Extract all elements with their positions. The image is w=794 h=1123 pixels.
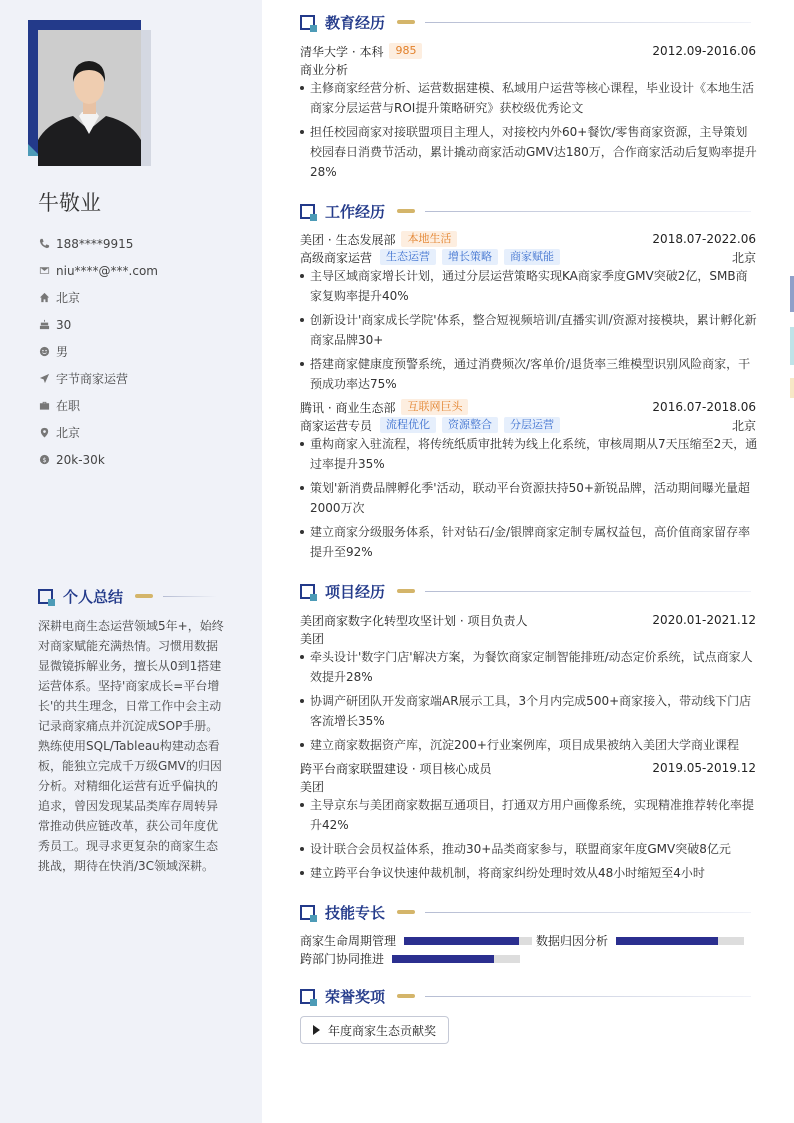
contact-text: 字节商家运营 <box>56 372 129 386</box>
skill-name: 跨部门协同推进 <box>300 952 385 966</box>
send-icon <box>38 373 50 385</box>
section-icon <box>300 905 315 920</box>
company-tag: 互联网巨头 <box>401 399 468 415</box>
company-tag: 本地生活 <box>401 231 457 247</box>
job-date: 2016.07-2018.06 <box>652 400 756 414</box>
sidebar <box>0 0 262 1123</box>
section-icon <box>300 204 315 219</box>
email-icon <box>38 265 50 277</box>
list-item: 创新设计'商家成长学院'体系，整合短视频培训/直播实训/资源对接模块，累计孵化新商家品牌30+ <box>300 310 758 350</box>
job-role: 商家运营专员 <box>300 418 373 433</box>
skill-level <box>404 937 519 945</box>
list-item: 搭建商家健康度预警系统，通过消费频次/客单价/退货率三维模型识别风险商家，干预成功率达75% <box>300 354 758 394</box>
award-item[interactable] <box>300 1016 449 1044</box>
section-divider <box>163 596 217 597</box>
section-divider <box>425 211 751 212</box>
contact-text: 20k-30k <box>56 452 105 467</box>
section-icon <box>300 584 315 599</box>
summary-text: 深耕电商生态运营领域5年+，始终对商家赋能充满热情。习惯用数据显微镜拆解业务，擅长从0到1搭建运营体系。坚持'商家成长=平台增长'的共生理念，日常工作中会主动记录商家痛点并沉淀成SOP手册。熟练使用SQL/Tableau构建动态看板，能独立完成千万级GMV的归因分析。对精细化运营有近乎偏执的追求，曾因发现某品类库存周转异常推动供应链改革，获公司年度优秀员工。现寻求更复杂的商家生态挑战，期待在快消/3C领域深耕。 <box>38 619 224 873</box>
section-divider <box>425 22 751 23</box>
section-icon <box>300 989 315 1004</box>
project-date: 2019.05-2019.12 <box>652 761 756 775</box>
job-company: 腾讯 · 商业生态部 <box>300 400 396 415</box>
contact-text: 在职 <box>56 399 81 413</box>
section-title: 教育经历 <box>325 13 386 32</box>
project-org: 美团 <box>300 779 325 794</box>
list-item: 建立商家数据资产库，沉淀200+行业案例库，项目成果被纳入美团大学商业课程 <box>300 735 758 755</box>
section-divider <box>425 591 751 592</box>
job-city: 北京 <box>731 250 756 265</box>
education-major-row <box>300 60 756 78</box>
location-icon <box>38 427 50 439</box>
avatar <box>38 30 151 166</box>
section-title: 项目经历 <box>325 582 386 601</box>
list-item: 担任校园商家对接联盟项目主理人，对接校内外60+餐饮/零售商家资源，主导策划校园春日消费节活动，累计撬动商家活动GMV达180万，合作商家活动后复购率提升28% <box>300 122 758 182</box>
section-header-education <box>300 11 751 33</box>
contact-text: 北京 <box>56 426 81 440</box>
job-role-row <box>300 248 756 266</box>
section-accent <box>397 910 415 914</box>
school-tag: 985 <box>389 43 422 59</box>
section-header-work <box>300 200 751 222</box>
project-name: 跨平台商家联盟建设 · 项目核心成员 <box>300 761 492 776</box>
contact-salary <box>38 446 158 473</box>
role-tag: 商家赋能 <box>504 249 560 265</box>
section-icon <box>38 589 53 604</box>
project-bullets <box>300 647 758 759</box>
salary-icon <box>38 454 50 466</box>
section-accent <box>397 209 415 213</box>
role-tag: 分层运营 <box>504 417 560 433</box>
contact-email <box>38 257 158 284</box>
role-tag: 流程优化 <box>380 417 436 433</box>
list-item: 主修商家经营分析、运营数据建模、私域用户运营等核心课程，毕业设计《本地生活商家分层运营与ROI提升策略研究》获校级优秀论文 <box>300 78 758 118</box>
education-head <box>300 42 756 60</box>
contact-target-role <box>38 365 158 392</box>
project-org-row <box>300 629 756 647</box>
section-header-awards <box>300 985 751 1007</box>
education-major: 商业分析 <box>300 62 349 77</box>
job-bullets <box>300 266 758 398</box>
job-head <box>300 230 756 248</box>
section-divider <box>425 912 751 913</box>
list-item: 策划'新消费品牌孵化季'活动，联动平台资源扶持50+新锐品牌，活动期间曝光量超2000万次 <box>300 478 758 518</box>
section-header-summary <box>38 585 217 607</box>
contact-location <box>38 419 158 446</box>
skill-item <box>536 932 744 949</box>
section-title: 荣誉奖项 <box>325 987 386 1006</box>
svg-text:$: $ <box>41 455 47 464</box>
project-head <box>300 759 756 777</box>
person-icon <box>38 346 50 358</box>
briefcase-icon <box>38 400 50 412</box>
cake-icon <box>38 319 50 331</box>
skill-name: 数据归因分析 <box>536 934 609 948</box>
edge-mark-teal <box>790 327 794 365</box>
contact-text: niu****@***.com <box>56 263 158 278</box>
contact-text: 北京 <box>56 291 81 305</box>
list-item: 重构商家入驻流程，将传统纸质审批转为线上化系统，审核周期从7天压缩至2天，通过率提升35% <box>300 434 758 474</box>
phone-icon <box>38 238 50 250</box>
list-item: 建立商家分级服务体系，针对钻石/金/银牌商家定制专属权益包，高价值商家留存率提升至92% <box>300 522 758 562</box>
list-item: 主导区域商家增长计划，通过分层运营策略实现KA商家季度GMV突破2亿，SMB商家复购率提升40% <box>300 266 758 306</box>
job-role: 高级商家运营 <box>300 250 373 265</box>
list-item: 建立跨平台争议快速仲裁机制，将商家纠纷处理时效从48小时缩短至4小时 <box>300 863 758 883</box>
skill-track <box>404 937 532 945</box>
section-divider <box>425 996 751 997</box>
contact-list <box>38 230 158 473</box>
list-item: 设计联合会员权益体系，推动30+品类商家参与，联盟商家年度GMV突破8亿元 <box>300 839 758 859</box>
home-icon <box>38 292 50 304</box>
job-date: 2018.07-2022.06 <box>652 232 756 246</box>
section-title: 工作经历 <box>325 202 386 221</box>
role-tag: 生态运营 <box>380 249 436 265</box>
section-accent <box>397 589 415 593</box>
education-bullets <box>300 78 758 186</box>
contact-phone <box>38 230 158 257</box>
contact-text: 188****9915 <box>56 236 134 251</box>
play-icon <box>313 1025 320 1035</box>
edge-mark-gold <box>790 378 794 398</box>
award-label: 年度商家生态贡献奖 <box>328 1023 437 1038</box>
list-item: 主导京东与美团商家数据互通项目，打通双方用户画像系统，实现精准推荐转化率提升42% <box>300 795 758 835</box>
section-accent <box>397 20 415 24</box>
job-company: 美团 · 生态发展部 <box>300 232 396 247</box>
skill-item <box>300 932 532 949</box>
list-item: 协调产研团队开发商家端AR展示工具，3个月内完成500+商家接入，带动线下门店客流增长35% <box>300 691 758 731</box>
job-bullets <box>300 434 758 566</box>
education-date: 2012.09-2016.06 <box>652 44 756 58</box>
edge-mark-blue <box>790 276 794 312</box>
contact-gender <box>38 338 158 365</box>
section-header-skills <box>300 901 751 923</box>
project-name: 美团商家数字化转型攻坚计划 · 项目负责人 <box>300 613 528 628</box>
contact-text: 30 <box>56 317 72 332</box>
section-accent <box>135 594 153 598</box>
contact-status <box>38 392 158 419</box>
project-head <box>300 611 756 629</box>
contact-text: 男 <box>56 345 69 359</box>
candidate-name: 牛敬业 <box>38 191 101 215</box>
school-name: 清华大学 · 本科 <box>300 44 384 59</box>
section-title: 个人总结 <box>63 587 124 606</box>
section-accent <box>397 994 415 998</box>
portrait-image <box>38 30 141 166</box>
list-item: 牵头设计'数字门店'解决方案，为餐饮商家定制智能排班/动态定价系统，试点商家人效提升28% <box>300 647 758 687</box>
project-org-row <box>300 777 756 795</box>
project-org: 美团 <box>300 631 325 646</box>
section-icon <box>300 15 315 30</box>
job-role-row <box>300 416 756 434</box>
role-tag: 资源整合 <box>442 417 498 433</box>
skill-level <box>392 955 494 963</box>
section-title: 技能专长 <box>325 903 386 922</box>
job-head <box>300 398 756 416</box>
contact-city <box>38 284 158 311</box>
contact-age <box>38 311 158 338</box>
job-city: 北京 <box>731 418 756 433</box>
skill-level <box>616 937 718 945</box>
skill-track <box>392 955 520 963</box>
skill-track <box>616 937 744 945</box>
project-date: 2020.01-2021.12 <box>652 613 756 627</box>
project-bullets <box>300 795 758 887</box>
role-tag: 增长策略 <box>442 249 498 265</box>
skill-item <box>300 950 520 967</box>
skill-name: 商家生命周期管理 <box>300 934 397 948</box>
section-header-projects <box>300 580 751 602</box>
